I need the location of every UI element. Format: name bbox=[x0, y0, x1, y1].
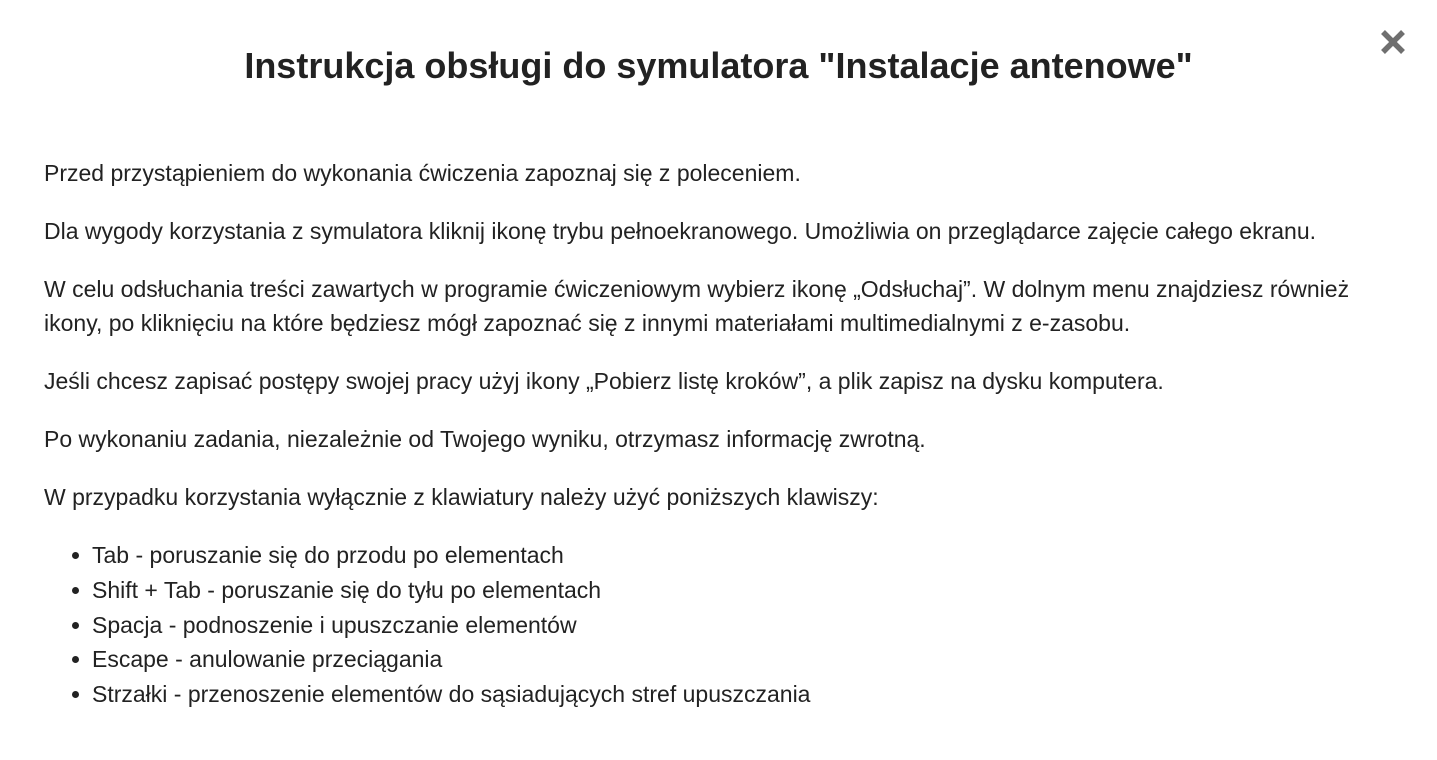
keyboard-shortcut-item: Escape - anulowanie przeciągania bbox=[92, 642, 1404, 677]
instruction-paragraph: Po wykonaniu zadania, niezależnie od Twojego wyniku, otrzymasz informację zwrotną. bbox=[44, 426, 926, 452]
keyboard-shortcut-item: Shift + Tab - poruszanie się do tyłu po elementach bbox=[92, 573, 1404, 608]
instruction-paragraph: Dla wygody korzystania z symulatora kliknij ikonę trybu pełnoekranowego. Umożliwia on przeglądarce zajęcie całego ekranu. bbox=[44, 218, 1317, 244]
instruction-paragraph: Przed przystąpieniem do wykonania ćwiczenia zapoznaj się z poleceniem. bbox=[44, 160, 801, 186]
keyboard-shortcut-item: Tab - poruszanie się do przodu po elementach bbox=[92, 538, 1404, 573]
instruction-paragraph: Jeśli chcesz zapisać postępy swojej pracy użyj ikony „Pobierz listę kroków”, a plik zapisz na dysku komputera. bbox=[44, 368, 1164, 394]
instruction-paragraph: W celu odsłuchania treści zawartych w programie ćwiczeniowym wybierz ikonę „Odsłuchaj”. W dolnym menu znajdziesz również ikony, po kliknięciu na które będziesz mógł zapoznać się z innymi materiałami multimedialnymi z e-zasobu. bbox=[44, 276, 1350, 336]
dialog-title: Instrukcja obsługi do symulatora "Instalacje antenowe" bbox=[244, 45, 1193, 86]
instruction-paragraph: W przypadku korzystania wyłącznie z klawiatury należy użyć poniższych klawiszy: bbox=[44, 484, 879, 510]
keyboard-shortcut-item: Strzałki - przenoszenie elementów do sąsiadujących stref upuszczania bbox=[92, 677, 1404, 712]
keyboard-shortcuts-list bbox=[44, 538, 1404, 712]
keyboard-shortcut-item: Spacja - podnoszenie i upuszczanie elementów bbox=[92, 608, 1404, 643]
instruction-content bbox=[44, 156, 1404, 712]
